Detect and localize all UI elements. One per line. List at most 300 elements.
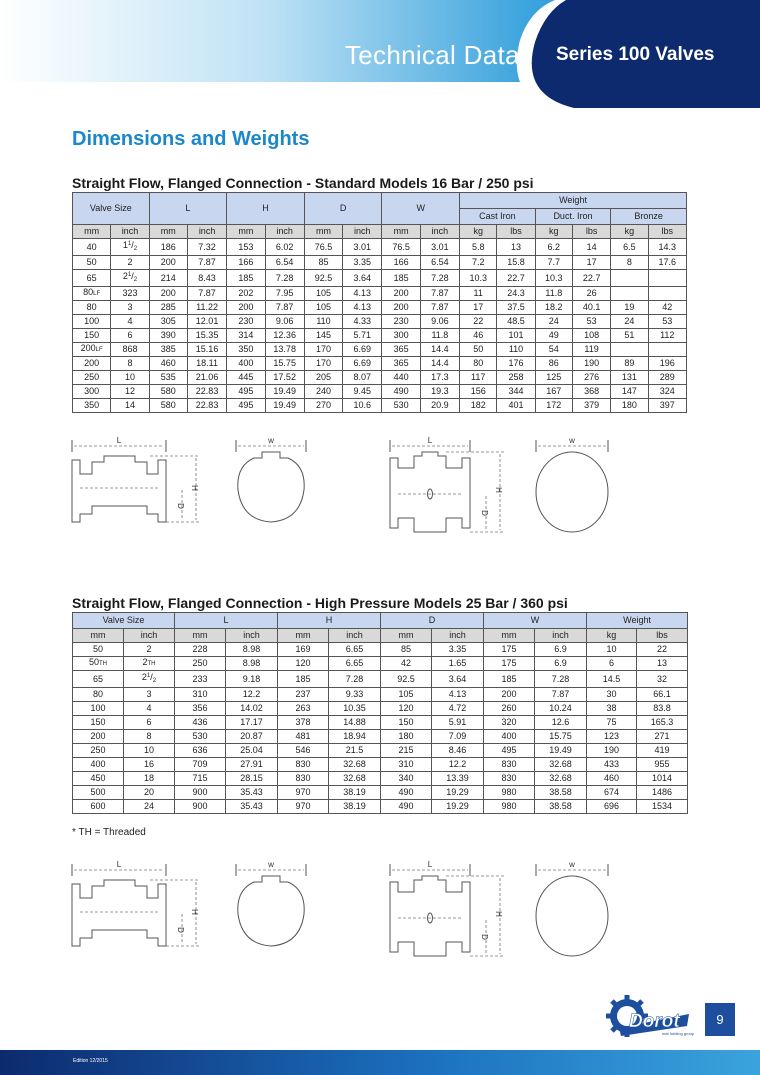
table2-title: Straight Flow, Flanged Connection - High Pressure Models 25 Bar / 360 psi (72, 595, 568, 611)
dimension-label-d: D (176, 927, 185, 933)
table-cell: 276 (572, 371, 610, 385)
table-cell: 970 (278, 800, 329, 814)
table-cell: 30 (587, 688, 637, 702)
dimension-label-h: H (190, 485, 199, 491)
table-cell: 7.95 (265, 287, 304, 301)
table-cell: 119 (572, 343, 610, 357)
table-cell: 6.54 (265, 256, 304, 270)
table-cell: 6.9 (535, 657, 587, 671)
table-cell: 3 (124, 688, 175, 702)
table-cell: 830 (484, 772, 535, 786)
table-cell: 350 (227, 343, 265, 357)
valve-side-outline (390, 876, 470, 956)
table-cell: 200 (73, 730, 124, 744)
table-cell: 696 (587, 800, 637, 814)
table-cell: 500 (73, 786, 124, 800)
table-cell: 1014 (637, 772, 688, 786)
table-cell: 305 (149, 315, 187, 329)
table-cell: 13 (497, 239, 535, 256)
table-cell: 185 (227, 270, 265, 287)
table-cell: 200 (227, 301, 265, 315)
table-cell: 900 (175, 786, 226, 800)
table-cell: 8.98 (226, 643, 278, 657)
valve-front-outline (238, 876, 304, 946)
table-cell: 50 (460, 343, 497, 357)
table-cell: 237 (278, 688, 329, 702)
table-cell: 48.5 (497, 315, 535, 329)
table-cell: 285 (149, 301, 187, 315)
dimension-label-w: w (569, 436, 575, 445)
table-cell: $1^1/_2$ (111, 239, 149, 256)
table-cell: 49 (535, 329, 572, 343)
table-cell: 10 (587, 643, 637, 657)
table-cell: 110 (304, 315, 342, 329)
table-cell: 15.35 (187, 329, 226, 343)
table-cell: 21.5 (329, 744, 381, 758)
table-cell: 445 (227, 371, 265, 385)
table-cell: 35.43 (226, 800, 278, 814)
table-cell: 324 (648, 385, 686, 399)
table-cell: 14.4 (420, 343, 459, 357)
table-cell: 3.64 (432, 671, 484, 688)
table-cell: 18.2 (535, 301, 572, 315)
table-cell: 6 (124, 716, 175, 730)
table-cell: 14.4 (420, 357, 459, 371)
table-cell: 440 (382, 371, 420, 385)
table-cell: 80LF (73, 287, 111, 301)
header-w: W (382, 193, 460, 225)
table-cell (611, 270, 648, 287)
table-cell: 17.52 (265, 371, 304, 385)
table-cell: 200LF (73, 343, 111, 357)
table-row (73, 730, 688, 744)
table-cell: 120 (278, 657, 329, 671)
table-cell: 100 (73, 315, 111, 329)
unit-cell: kg (460, 225, 497, 239)
table1-title: Straight Flow, Flanged Connection - Standard Models 16 Bar / 250 psi (72, 175, 534, 191)
valve-front-outline (536, 452, 608, 532)
table-row (73, 643, 688, 657)
table-cell: 7.28 (329, 671, 381, 688)
valve-side-outline (390, 452, 470, 532)
table-cell: 123 (587, 730, 637, 744)
table-cell: 112 (648, 329, 686, 343)
table-cell: 205 (304, 371, 342, 385)
table-cell: 18.94 (329, 730, 381, 744)
table-cell: 166 (382, 256, 420, 270)
unit-cell: mm (382, 225, 420, 239)
table-cell: 200 (149, 256, 187, 270)
table-cell: 117 (460, 371, 497, 385)
table-cell: 14 (111, 399, 149, 413)
table-cell: 495 (484, 744, 535, 758)
table-cell: 6 (587, 657, 637, 671)
valve-front-outline (238, 452, 304, 522)
table-cell: 830 (484, 758, 535, 772)
table-cell: 11.22 (187, 301, 226, 315)
table-cell: 4 (124, 702, 175, 716)
table-row (73, 357, 687, 371)
table-cell: 83.8 (637, 702, 688, 716)
table-cell: 190 (587, 744, 637, 758)
table-cell: 4.13 (343, 301, 382, 315)
unit-cell: inch (535, 629, 587, 643)
table-cell: 14.3 (648, 239, 686, 256)
table-cell: 76.5 (382, 239, 420, 256)
table-cell: 66.1 (637, 688, 688, 702)
unit-cell: mm (227, 225, 265, 239)
table-cell: 8.07 (343, 371, 382, 385)
table-cell: 200 (382, 301, 420, 315)
header-h: H (278, 613, 381, 629)
dimension-label-w: w (268, 860, 274, 869)
header-d: D (304, 193, 382, 225)
table-cell: 200 (73, 357, 111, 371)
table-cell: 7.87 (420, 287, 459, 301)
table-cell: 40.1 (572, 301, 610, 315)
table-cell (648, 343, 686, 357)
table-cell: 196 (648, 357, 686, 371)
table-cell: 379 (572, 399, 610, 413)
table-cell: 10 (111, 371, 149, 385)
table-cell: 263 (278, 702, 329, 716)
table-cell: 580 (149, 399, 187, 413)
table-cell: 674 (587, 786, 637, 800)
table-cell: 38.19 (329, 800, 381, 814)
table-cell: 50 (73, 256, 111, 270)
table-cell: 19.49 (265, 385, 304, 399)
table-cell: 13 (637, 657, 688, 671)
table-cell: 65 (73, 671, 124, 688)
unit-cell: mm (149, 225, 187, 239)
table-cell: 214 (149, 270, 187, 287)
table-cell: 530 (382, 399, 420, 413)
table-cell: 15.75 (535, 730, 587, 744)
table-cell: 20 (124, 786, 175, 800)
dimension-label-w: w (268, 436, 274, 445)
table-cell: 4.72 (432, 702, 484, 716)
table-cell: 80 (73, 688, 124, 702)
table-cell: 1.65 (432, 657, 484, 671)
table-cell: 182 (460, 399, 497, 413)
table-cell: 8.46 (432, 744, 484, 758)
table-cell: 495 (227, 399, 265, 413)
table-row (73, 744, 688, 758)
valve-front-outline (536, 876, 608, 956)
table-cell: 172 (535, 399, 572, 413)
table-cell: 1486 (637, 786, 688, 800)
dimension-label-l: L (116, 860, 122, 869)
table-cell: 105 (304, 287, 342, 301)
unit-cell: kg (535, 225, 572, 239)
table-cell: 490 (382, 385, 420, 399)
table-cell: 4.33 (343, 315, 382, 329)
table-cell: 32.68 (329, 772, 381, 786)
table-cell: 323 (111, 287, 149, 301)
table-cell: 12 (111, 385, 149, 399)
table-cell: 175 (484, 643, 535, 657)
table-cell: 14.5 (587, 671, 637, 688)
table-cell: 460 (587, 772, 637, 786)
table-cell: 15.8 (497, 256, 535, 270)
table-cell: 830 (278, 772, 329, 786)
table-cell: 8.43 (187, 270, 226, 287)
table-cell: 3.35 (432, 643, 484, 657)
table-cell: 12.2 (226, 688, 278, 702)
table-cell: 167 (535, 385, 572, 399)
table-cell: 270 (304, 399, 342, 413)
table-cell: 24 (611, 315, 648, 329)
unit-cell: mm (73, 225, 111, 239)
table-cell: 166 (227, 256, 265, 270)
table-cell: 38 (587, 702, 637, 716)
table-cell: 7.28 (535, 671, 587, 688)
header-w: W (484, 613, 587, 629)
table-cell: 400 (484, 730, 535, 744)
dorot-logo (605, 994, 695, 1044)
table-cell: 2TH (124, 657, 175, 671)
table-row (73, 671, 688, 688)
table-cell: 7.32 (187, 239, 226, 256)
unit-cell: inch (343, 225, 382, 239)
unit-cell: mm (175, 629, 226, 643)
unit-cell: lbs (648, 225, 686, 239)
table-cell: 15.16 (187, 343, 226, 357)
table-cell: 715 (175, 772, 226, 786)
table-row (73, 399, 687, 413)
table-cell: 228 (175, 643, 226, 657)
table-cell: 868 (111, 343, 149, 357)
table-cell: 600 (73, 800, 124, 814)
table-cell: 397 (648, 399, 686, 413)
table-cell: 38.58 (535, 800, 587, 814)
table-cell: 4.13 (432, 688, 484, 702)
table-cell: 4.13 (343, 287, 382, 301)
table-cell: 419 (637, 744, 688, 758)
table-row (73, 270, 687, 287)
table-cell: 80 (73, 301, 111, 315)
table-cell: 9.45 (343, 385, 382, 399)
footer-bar (0, 1050, 760, 1075)
table-cell: 8 (124, 730, 175, 744)
table-cell: 368 (572, 385, 610, 399)
table-cell: 38.19 (329, 786, 381, 800)
table-cell: 51 (611, 329, 648, 343)
table-cell: 14 (572, 239, 610, 256)
unit-cell: inch (432, 629, 484, 643)
table-cell: 6.5 (611, 239, 648, 256)
table-cell: 7.7 (535, 256, 572, 270)
table-cell: 709 (175, 758, 226, 772)
table-cell: 580 (149, 385, 187, 399)
unit-cell: inch (111, 225, 149, 239)
table-cell: 165.3 (637, 716, 688, 730)
table-cell: 4 (111, 315, 149, 329)
table-row (73, 343, 687, 357)
table-cell: 11.8 (535, 287, 572, 301)
table-cell: 6.2 (535, 239, 572, 256)
table-cell: 7.87 (187, 287, 226, 301)
valve-side-outline (72, 880, 166, 946)
unit-cell: kg (611, 225, 648, 239)
table-cell: 19.49 (265, 399, 304, 413)
table-cell: 100 (73, 702, 124, 716)
table-cell: 9.18 (226, 671, 278, 688)
unit-cell: mm (73, 629, 124, 643)
page-number: 9 (705, 1003, 735, 1036)
table-cell: 378 (278, 716, 329, 730)
table-cell (648, 287, 686, 301)
table-cell: 32.68 (535, 772, 587, 786)
header-h: H (227, 193, 305, 225)
table-cell: $2^1/_2$ (111, 270, 149, 287)
table-cell: 6.69 (343, 343, 382, 357)
table-cell: 9.33 (329, 688, 381, 702)
table-cell: 180 (611, 399, 648, 413)
header-duct-iron: Duct. Iron (535, 209, 611, 225)
table-cell: 400 (73, 758, 124, 772)
dimension-label-w: w (569, 860, 575, 869)
standard-models-table (72, 192, 687, 413)
table-cell: 175 (484, 657, 535, 671)
table-cell: 320 (484, 716, 535, 730)
table-cell: 170 (304, 357, 342, 371)
high-pressure-models-table (72, 612, 688, 814)
table-cell: 433 (587, 758, 637, 772)
table-cell: 3 (111, 301, 149, 315)
table-cell: 19 (611, 301, 648, 315)
table-cell: 76.5 (304, 239, 342, 256)
table-cell (648, 270, 686, 287)
table-cell: 153 (227, 239, 265, 256)
table-cell: 530 (175, 730, 226, 744)
unit-cell: mm (381, 629, 432, 643)
table-cell: 10 (124, 744, 175, 758)
table-cell: 12.2 (432, 758, 484, 772)
table-cell: 460 (149, 357, 187, 371)
table-cell: 12.01 (187, 315, 226, 329)
header-title: Technical Data (345, 40, 520, 70)
table-cell: 365 (382, 357, 420, 371)
table-row (73, 786, 688, 800)
table-cell: 7.09 (432, 730, 484, 744)
table-cell: 3.35 (343, 256, 382, 270)
unit-cell: mm (484, 629, 535, 643)
section-title: Dimensions and Weights (72, 128, 310, 150)
table-cell: 12.36 (265, 329, 304, 343)
table-cell: 185 (484, 671, 535, 688)
table-cell: 53 (648, 315, 686, 329)
table-cell: 21.06 (187, 371, 226, 385)
table-cell: 481 (278, 730, 329, 744)
table-cell: 180 (381, 730, 432, 744)
table-cell: 150 (73, 716, 124, 730)
table-cell (611, 343, 648, 357)
table-cell: 19.3 (420, 385, 459, 399)
table-cell: 535 (149, 371, 187, 385)
table-cell: 7.28 (420, 270, 459, 287)
table-cell: 17 (460, 301, 497, 315)
table-cell: 6 (111, 329, 149, 343)
table-cell: 24 (124, 800, 175, 814)
unit-cell: inch (420, 225, 459, 239)
table-cell: 250 (73, 371, 111, 385)
table-cell: 35.43 (226, 786, 278, 800)
table-cell: 300 (73, 385, 111, 399)
table-cell: 7.87 (265, 301, 304, 315)
edition-label: Edition 12/2015 (73, 1058, 108, 1064)
table-cell: 7.87 (535, 688, 587, 702)
logo-tagline: mat holding group (662, 1031, 695, 1036)
table-cell: 385 (149, 343, 187, 357)
table-cell: 17.17 (226, 716, 278, 730)
table-cell: 19.29 (432, 786, 484, 800)
table-cell: 636 (175, 744, 226, 758)
table-cell: 53 (572, 315, 610, 329)
table-cell: 356 (175, 702, 226, 716)
table-cell: 10.3 (535, 270, 572, 287)
table-row (73, 315, 687, 329)
table-cell: 105 (381, 688, 432, 702)
table-cell: 1534 (637, 800, 688, 814)
header-series: Series 100 Valves (556, 44, 715, 65)
table-cell: 900 (175, 800, 226, 814)
unit-cell: inch (226, 629, 278, 643)
table-cell: 80 (460, 357, 497, 371)
unit-cell: lbs (637, 629, 688, 643)
table-cell: 170 (304, 343, 342, 357)
table-cell: 22 (460, 315, 497, 329)
table-cell: 7.28 (265, 270, 304, 287)
table-cell: 9.06 (420, 315, 459, 329)
table-cell: 156 (460, 385, 497, 399)
table-row (73, 385, 687, 399)
table-cell: 85 (304, 256, 342, 270)
dimension-label-h: H (190, 909, 199, 915)
table-cell: 19.29 (432, 800, 484, 814)
table-cell: 110 (497, 343, 535, 357)
table-cell: 18 (124, 772, 175, 786)
header-weight: Weight (460, 193, 687, 209)
table-cell: 108 (572, 329, 610, 343)
table-row (73, 371, 687, 385)
table-cell: 10.3 (460, 270, 497, 287)
table-cell: 289 (648, 371, 686, 385)
table-cell: 390 (149, 329, 187, 343)
table-cell (611, 287, 648, 301)
table-cell: 22.7 (497, 270, 535, 287)
table-cell: 40 (73, 239, 111, 256)
table-cell: 490 (381, 800, 432, 814)
table-cell: 190 (572, 357, 610, 371)
dimension-label-d: D (176, 503, 185, 509)
table-cell: 22.83 (187, 399, 226, 413)
dimension-label-h: H (494, 487, 503, 493)
table-cell: 13.39 (432, 772, 484, 786)
unit-cell: mm (278, 629, 329, 643)
table-cell: 2 (111, 256, 149, 270)
table-cell: 310 (175, 688, 226, 702)
table-cell: 7.2 (460, 256, 497, 270)
table-cell: 970 (278, 786, 329, 800)
table-row (73, 716, 688, 730)
header-l: L (149, 193, 227, 225)
table-cell: 131 (611, 371, 648, 385)
table-cell: 89 (611, 357, 648, 371)
valve-side-outline (72, 456, 166, 522)
table-cell: 310 (381, 758, 432, 772)
table-cell: 450 (73, 772, 124, 786)
